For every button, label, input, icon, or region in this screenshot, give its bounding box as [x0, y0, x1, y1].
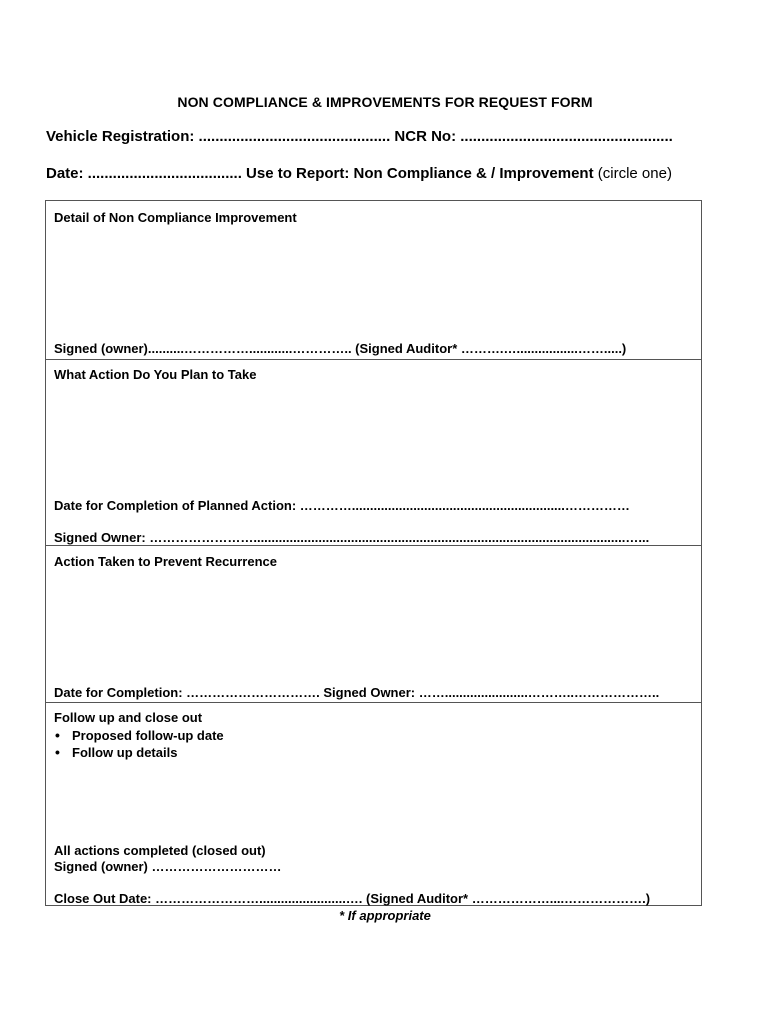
prevent-heading: Action Taken to Prevent Recurrence — [54, 554, 277, 569]
followup-bullet-list — [54, 727, 224, 761]
section-prevent — [46, 545, 701, 702]
plan-heading: What Action Do You Plan to Take — [54, 367, 257, 382]
detail-heading: Detail of Non Compliance Improvement — [54, 210, 297, 225]
form-title: NON COMPLIANCE & IMPROVEMENTS FOR REQUEST FORM — [177, 94, 593, 110]
date-report-line — [46, 165, 672, 182]
section-followup — [46, 702, 701, 907]
prevent-completion-line: Date for Completion: …………………………. Signed Owner: …….......................………..……………….. — [54, 685, 660, 700]
detail-signed-line: Signed (owner)..........……………............………….. (Signed Auditor* ……….….................…….....) — [54, 341, 627, 356]
footnote: * If appropriate — [339, 908, 431, 923]
followup-close-out-line: Close Out Date: ……………………........................…. (Signed Auditor* ………………....……………….) — [54, 891, 651, 906]
followup-completed-label: All actions completed (closed out) — [54, 843, 266, 858]
list-item: • Follow up details — [54, 744, 224, 761]
list-item: • Proposed follow-up date — [54, 727, 224, 744]
followup-heading: Follow up and close out — [54, 710, 203, 725]
section-plan — [46, 359, 701, 545]
plan-completion-line: Date for Completion of Planned Action: …………...........................................................…………… — [54, 498, 630, 513]
form-table — [45, 200, 702, 906]
plan-signed-line: Signed Owner: …………………….......................................................................................................…... — [54, 530, 650, 545]
section-detail — [46, 201, 701, 359]
followup-signed-line: Signed (owner) ………………………… — [54, 859, 282, 874]
vehicle-registration-line: Vehicle Registration: .............................................. NCR No: ................................................... — [46, 128, 673, 145]
circle-one-note: (circle one) — [593, 165, 672, 182]
date-report-text: Date: ..................................... Use to Report: Non Compliance & / Improvement — [46, 165, 594, 182]
